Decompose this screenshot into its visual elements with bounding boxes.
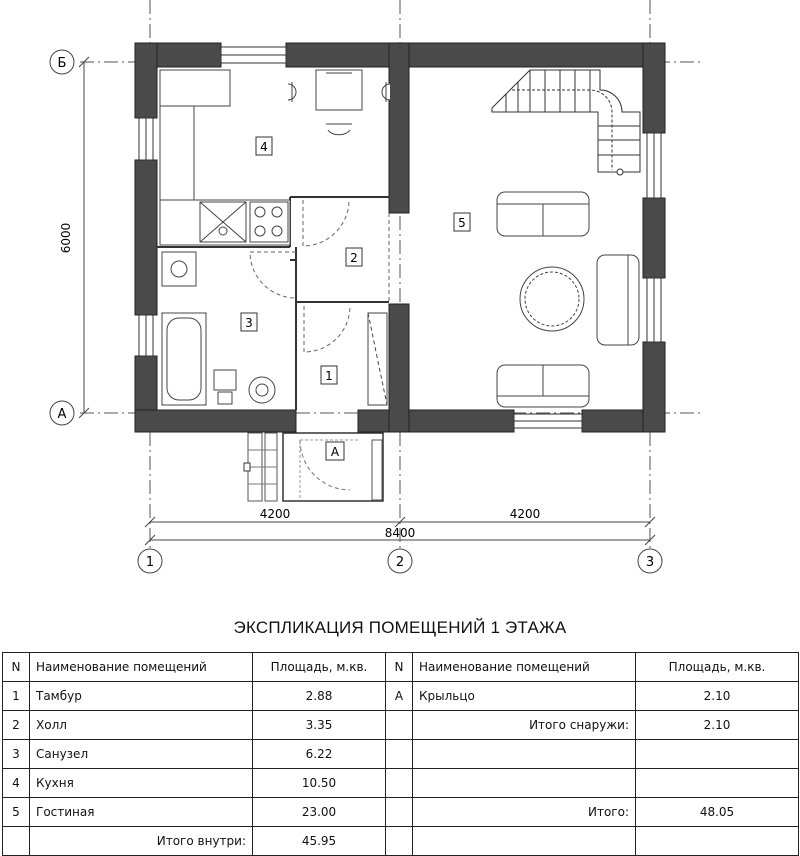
header-n: N	[3, 653, 30, 682]
porch	[244, 433, 383, 501]
room-tag-a	[326, 442, 344, 460]
cell-name2: Итого:	[413, 798, 636, 827]
cell-n: 1	[3, 682, 30, 711]
cell-name: Тамбур	[30, 682, 253, 711]
cell-name2: Крыльцо	[413, 682, 636, 711]
axis-bubble-1	[138, 549, 162, 573]
svg-text:1: 1	[145, 555, 155, 570]
bathroom-fixtures	[162, 252, 275, 405]
staircase	[492, 70, 640, 175]
cell-n2	[386, 827, 413, 856]
living-furniture	[497, 192, 639, 407]
dim-left: 4200	[259, 507, 291, 521]
svg-text:А: А	[330, 445, 340, 459]
cell-area: 3.35	[253, 711, 386, 740]
svg-text:4: 4	[260, 140, 268, 154]
wardrobe	[368, 313, 387, 405]
room-tag-4	[256, 137, 272, 155]
total-inside-value: 45.95	[253, 827, 386, 856]
svg-text:2: 2	[350, 251, 358, 265]
cell-area2	[636, 769, 799, 798]
svg-text:А: А	[57, 407, 67, 422]
cell-n: 3	[3, 740, 30, 769]
header-n2: N	[386, 653, 413, 682]
room-tag-2	[346, 248, 362, 266]
cell-name: Санузел	[30, 740, 253, 769]
kitchen-furniture	[160, 70, 390, 245]
axis-bubble-3	[638, 549, 662, 573]
svg-text:3: 3	[645, 555, 655, 570]
header-name2: Наименование помещений	[413, 653, 636, 682]
table-header-row	[3, 653, 799, 682]
cell-name2	[413, 769, 636, 798]
cell-name: Гостиная	[30, 798, 253, 827]
room-tag-3	[241, 313, 257, 331]
header-area2: Площадь, м.кв.	[636, 653, 799, 682]
svg-text:2: 2	[395, 555, 405, 570]
room-schedule-table	[2, 652, 799, 856]
svg-text:1: 1	[325, 369, 333, 383]
cell-name2: Итого снаружи:	[413, 711, 636, 740]
cell-n2	[386, 798, 413, 827]
dim-total: 8400	[384, 526, 416, 540]
cell-area: 10.50	[253, 769, 386, 798]
header-area: Площадь, м.кв.	[253, 653, 386, 682]
cell-n2: А	[386, 682, 413, 711]
cell-n	[3, 827, 30, 856]
table-row	[3, 798, 799, 827]
dim-right: 4200	[509, 507, 541, 521]
cell-n: 5	[3, 798, 30, 827]
cell-n: 4	[3, 769, 30, 798]
cell-area2	[636, 827, 799, 856]
table-row	[3, 740, 799, 769]
total-inside-label: Итого внутри:	[30, 827, 253, 856]
axis-bubble-2	[388, 549, 412, 573]
table-row	[3, 769, 799, 798]
room-tag-5	[454, 213, 470, 231]
axis-bubble-b	[50, 50, 74, 74]
cell-area: 2.88	[253, 682, 386, 711]
cell-area: 23.00	[253, 798, 386, 827]
cell-area2	[636, 740, 799, 769]
table-row	[3, 711, 799, 740]
svg-text:5: 5	[458, 216, 466, 230]
table-total-row	[3, 827, 799, 856]
cell-area: 6.22	[253, 740, 386, 769]
cell-name: Холл	[30, 711, 253, 740]
axis-bubble-a	[50, 401, 74, 425]
svg-text:3: 3	[245, 316, 253, 330]
dim-height: 6000	[59, 222, 73, 254]
header-name: Наименование помещений	[30, 653, 253, 682]
cell-name2	[413, 740, 636, 769]
svg-text:Б: Б	[57, 56, 67, 71]
room-tag-1	[321, 366, 337, 384]
cell-area2: 2.10	[636, 682, 799, 711]
cell-n2	[386, 740, 413, 769]
cell-n2	[386, 769, 413, 798]
table-row	[3, 682, 799, 711]
cell-n: 2	[3, 711, 30, 740]
table-caption: ЭКСПЛИКАЦИЯ ПОМЕЩЕНИЙ 1 ЭТАЖА	[233, 618, 567, 637]
cell-area2: 2.10	[636, 711, 799, 740]
cell-area2: 48.05	[636, 798, 799, 827]
cell-name2	[413, 827, 636, 856]
cell-n2	[386, 711, 413, 740]
cell-name: Кухня	[30, 769, 253, 798]
